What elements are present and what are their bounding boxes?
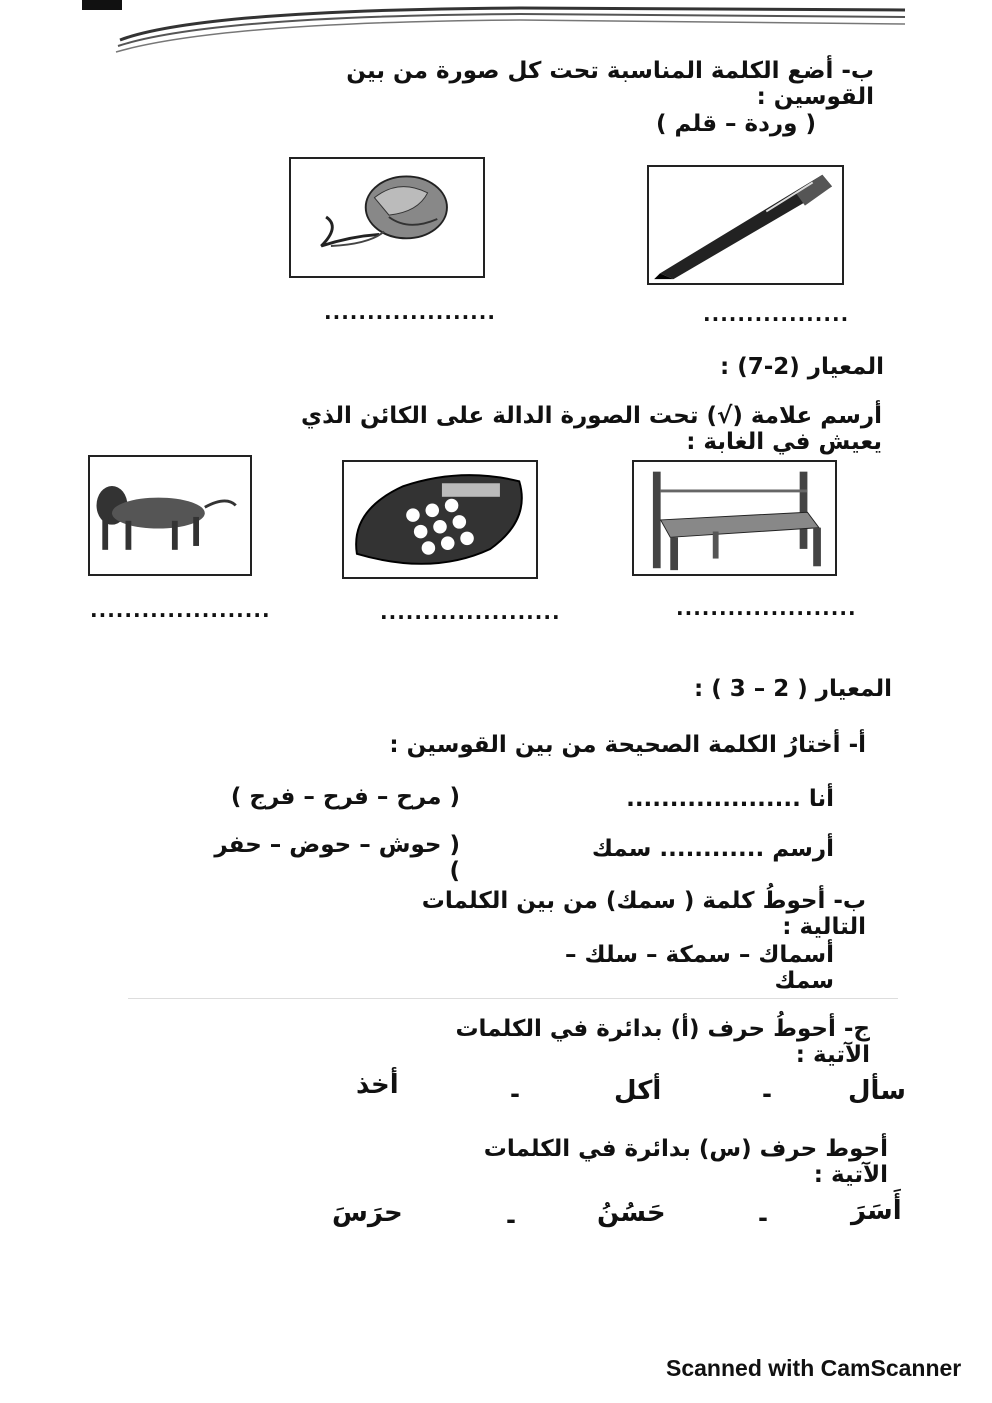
c-word-3[interactable]: أخذ bbox=[356, 1070, 399, 1100]
page-edge-decoration bbox=[0, 0, 992, 60]
s2-instruction: أرسم علامة (√) تحت الصورة الدالة على الكائن الذي يعيش في الغابة : bbox=[301, 403, 882, 455]
d-word-3[interactable]: حرَسَ bbox=[332, 1198, 403, 1228]
s3-d-instruction: أحوط حرف (س) بدائرة في الكلمات الآتية : bbox=[483, 1136, 888, 1188]
q1-choices: ( وردة – قلم ) bbox=[656, 111, 816, 137]
c-separator-1: - bbox=[762, 1080, 772, 1108]
s3-line1-choices: ( مرح – فرح – فرج ) bbox=[230, 784, 460, 810]
d-separator-2: - bbox=[506, 1206, 516, 1234]
pen-image bbox=[647, 165, 844, 285]
chair-answer-blank[interactable]: ..................... bbox=[676, 596, 857, 620]
chair-image bbox=[632, 460, 837, 576]
d-word-1[interactable]: أَسَرَ bbox=[851, 1196, 902, 1226]
s3-line1-sentence[interactable]: أنا .................... bbox=[626, 786, 834, 812]
c-separator-2: - bbox=[510, 1080, 520, 1108]
s3-line2-choices: ( حوش – حوض – حفر ) bbox=[214, 832, 460, 884]
s3-line2-sentence[interactable]: أرسم ............ سمك bbox=[591, 836, 834, 862]
rose-icon bbox=[291, 159, 483, 276]
phone-image bbox=[342, 460, 538, 579]
c-word-2[interactable]: أكل bbox=[614, 1076, 662, 1106]
s3-b-instruction: ب- أحوطُ كلمة ( سمك) من بين الكلمات التالية : bbox=[421, 888, 866, 940]
standard-2-3-heading: المعيار ( 2 – 3 ) : bbox=[694, 676, 892, 702]
q1-pen-answer-blank[interactable]: ................. bbox=[703, 302, 850, 326]
divider bbox=[128, 998, 898, 999]
s3-c-instruction: ج- أحوطُ حرف (أ) بدائرة في الكلمات الآتية : bbox=[455, 1016, 870, 1068]
lion-image bbox=[88, 455, 252, 576]
pen-icon bbox=[649, 167, 842, 283]
q1-instruction: ب- أضع الكلمة المناسبة تحت كل صورة من بين القوسين : bbox=[346, 58, 874, 110]
q1-rose-answer-blank[interactable]: .................... bbox=[324, 300, 496, 324]
lion-icon bbox=[90, 457, 250, 574]
lion-answer-blank[interactable]: ..................... bbox=[90, 598, 271, 622]
telephone-icon bbox=[344, 462, 536, 577]
d-separator-1: - bbox=[758, 1204, 768, 1232]
camscanner-watermark: Scanned with CamScanner bbox=[666, 1355, 962, 1381]
rose-image bbox=[289, 157, 485, 278]
standard-2-7-heading: المعيار (2-7) : bbox=[719, 354, 884, 380]
s3-b-words[interactable]: أسماك – سمكة – سلك – سمك bbox=[565, 942, 834, 994]
s3-a-instruction: أ- أختارُ الكلمة الصحيحة من بين القوسين : bbox=[389, 732, 866, 758]
chair-icon bbox=[634, 462, 835, 574]
phone-answer-blank[interactable]: ..................... bbox=[380, 600, 561, 624]
d-word-2[interactable]: حَسُنُ bbox=[597, 1198, 666, 1228]
c-word-1[interactable]: سأل bbox=[848, 1076, 906, 1106]
